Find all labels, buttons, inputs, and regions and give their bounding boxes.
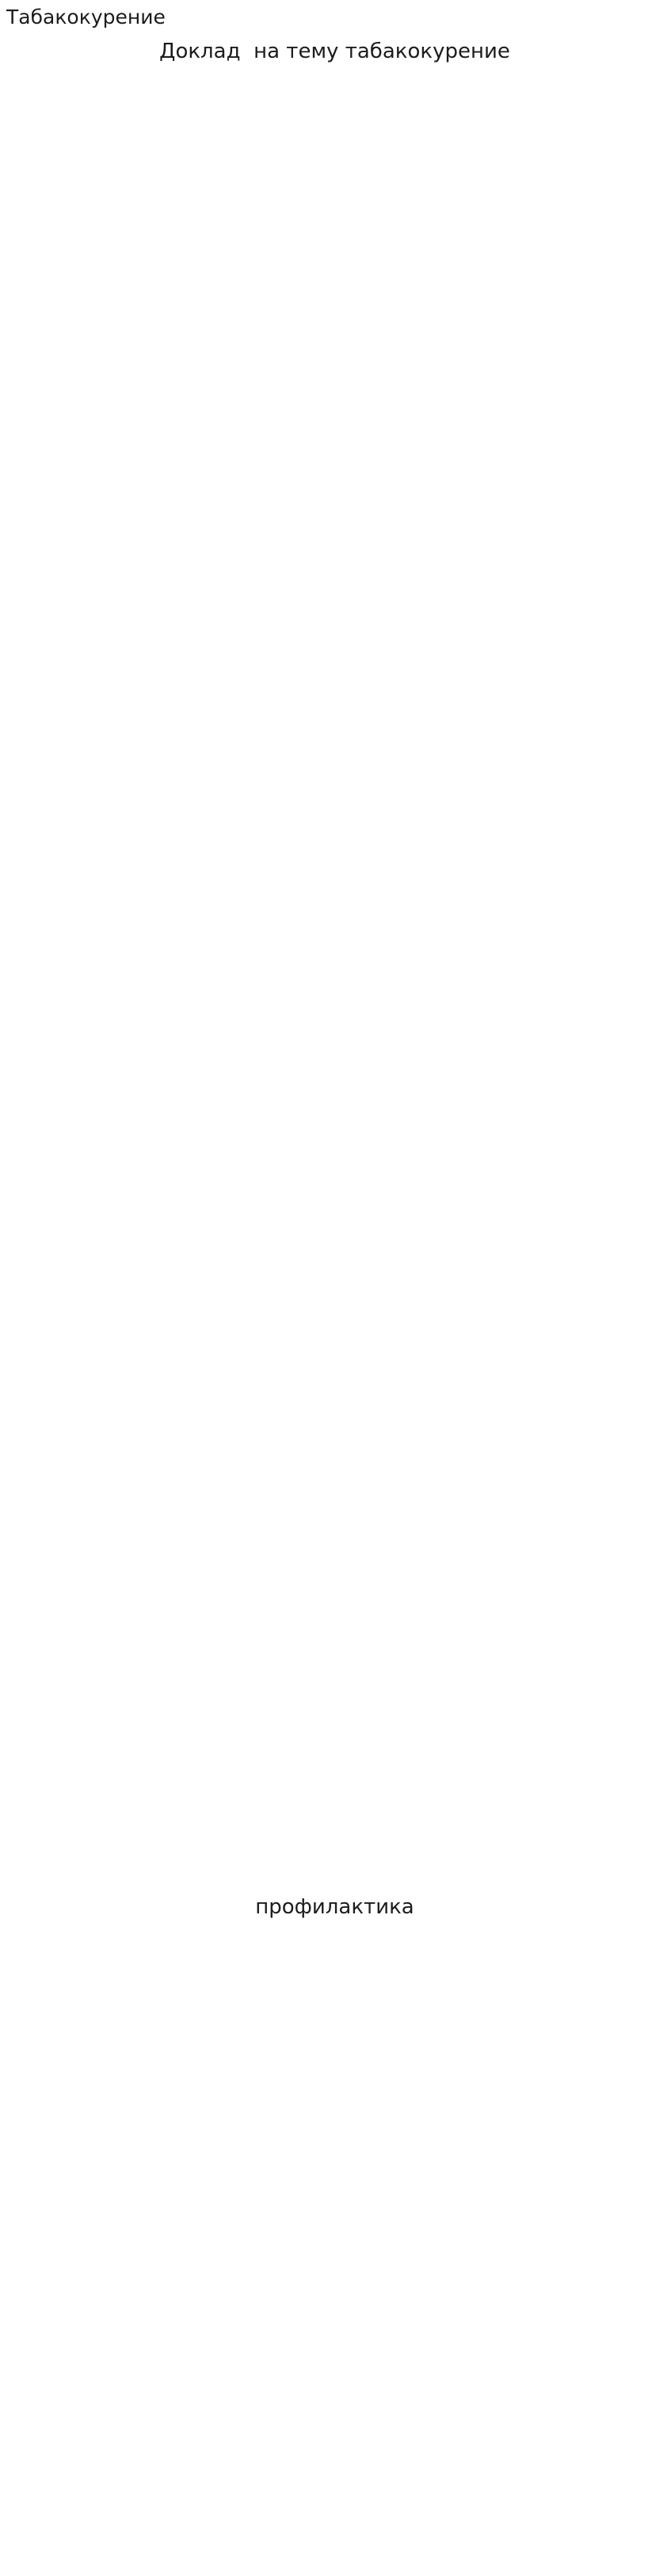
- essay-paragraph: [6, 73, 663, 928]
- prevention-paragraph: [6, 2191, 663, 2286]
- report-heading: Доклад на тему табакокурение: [159, 40, 510, 63]
- prevention-paragraph: [6, 1930, 663, 2073]
- essay-body: [6, 73, 663, 1878]
- essay-paragraph: [6, 928, 663, 1545]
- prevention-section: [6, 1930, 663, 2286]
- page-title: Табакокурение: [6, 6, 166, 28]
- essay-paragraph: [6, 1545, 663, 1878]
- prevention-paragraph: [6, 2073, 663, 2191]
- section-heading-prevention: профилактика: [255, 1895, 414, 1919]
